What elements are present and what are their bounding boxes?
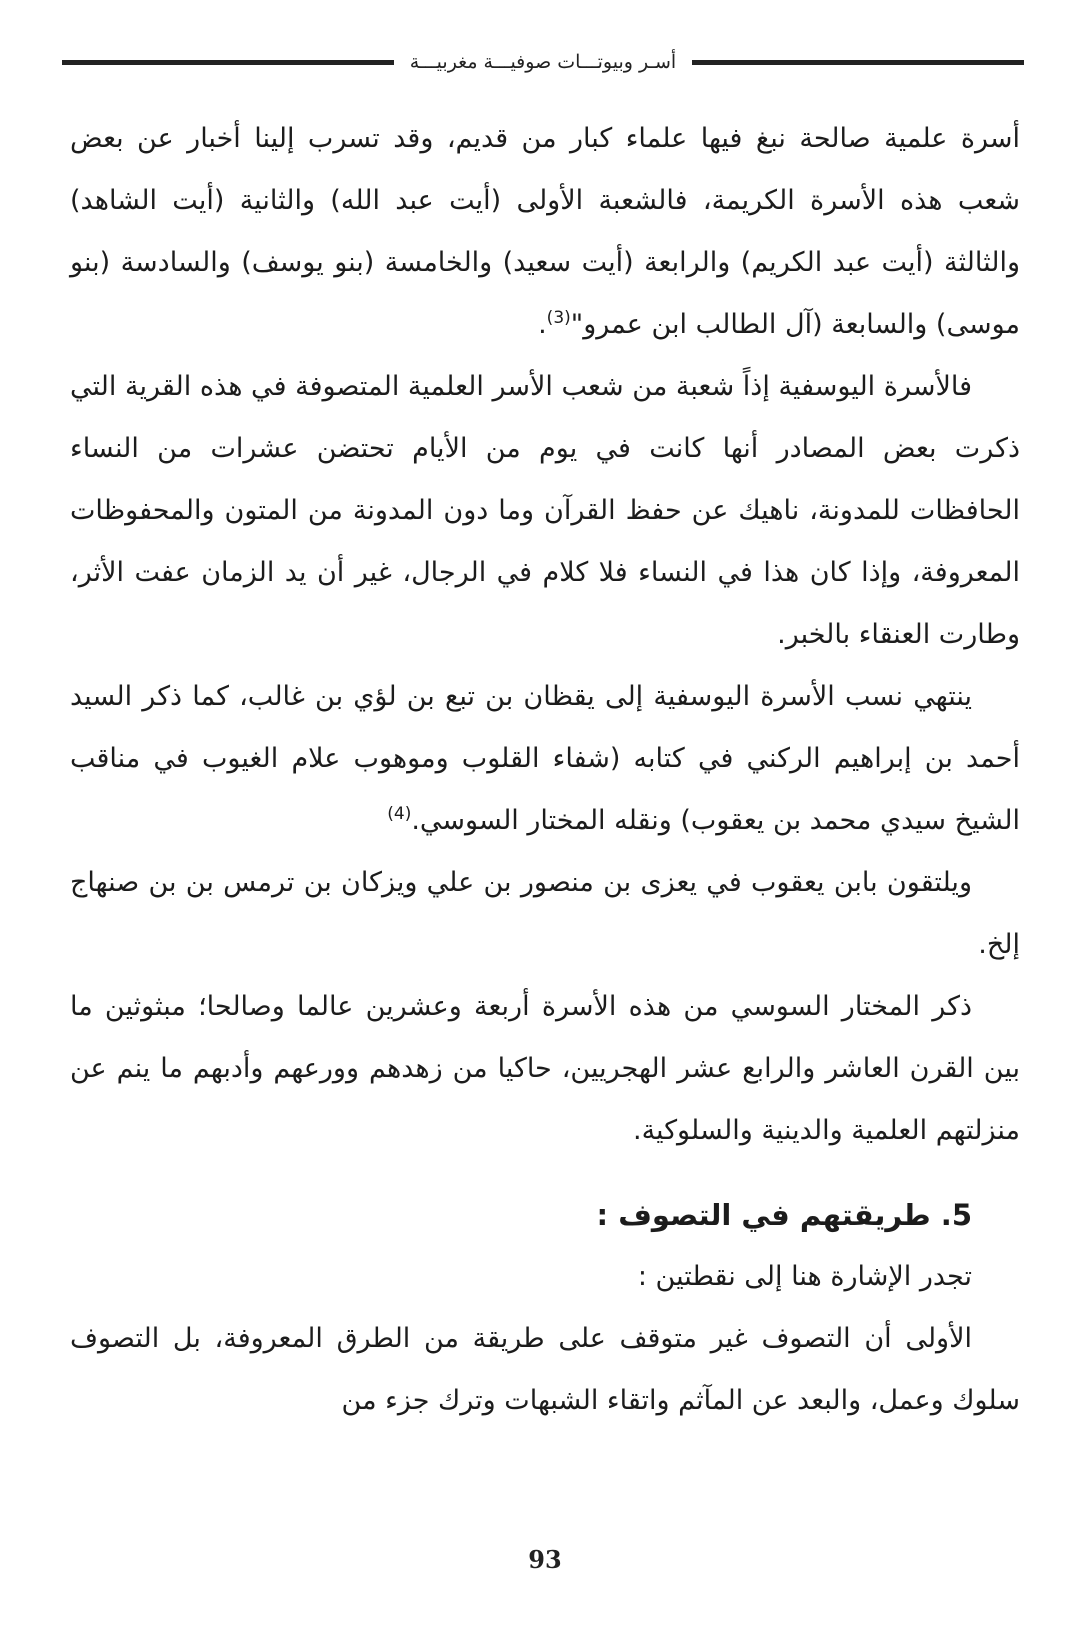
header-title: أسـر وبيوتـــات صوفيـــة مغربيـــة bbox=[409, 51, 677, 73]
paragraph-6: تجدر الإشارة هنا إلى نقطتين : bbox=[637, 1261, 972, 1292]
page-number: 93 bbox=[528, 1545, 562, 1574]
page-body bbox=[70, 108, 1020, 1432]
footnote-ref-4: (4) bbox=[387, 804, 412, 824]
paragraph-7: الأولى أن التصوف غير متوقف على طريقة من الطرق المعروفة، بل التصوف سلوك وعمل، والبعد عن المآثم واتقاء الشبهات وترك جزء من bbox=[70, 1323, 1020, 1416]
paragraph-4: ويلتقون بابن يعقوب في يعزى بن منصور بن علي ويزكان بن ترمس بن بن صنهاج إلخ. bbox=[70, 867, 1020, 960]
paragraph-3 bbox=[70, 666, 1020, 852]
paragraph-1 bbox=[70, 108, 1020, 356]
paragraph-3-text: ينتهي نسب الأسرة اليوسفية إلى يقظان بن تبع بن لؤي بن غالب، كما ذكر السيد أحمد بن إبراهيم الركني في كتابه (شفاء القلوب وموهوب علام الغيوب في مناقب الشيخ سيدي محمد بن يعقوب) ونقله المختار السوسي. bbox=[70, 681, 1020, 836]
header-rule-left bbox=[62, 60, 394, 65]
paragraph-2: فالأسرة اليوسفية إذاً شعبة من شعب الأسر العلمية المتصوفة في هذه القرية التي ذكرت بعض المصادر أنها كانت في يوم من الأيام تحتضن عشرات من النساء الحافظات للمدونة، ناهيك عن حفظ القرآن وما دون المدونة من المتون والمحفوظات المعروفة، وإذا كان هذا في النساء فلا كلام في الرجال، غير أن يد الزمان عفت الأثر، وطارت العنقاء بالخبر. bbox=[70, 371, 1020, 650]
header-rule-right bbox=[692, 60, 1024, 65]
section-heading: 5. طريقتهم في التصوف : bbox=[596, 1198, 972, 1232]
footnote-ref-3: (3) bbox=[546, 308, 571, 328]
paragraph-5: ذكر المختار السوسي من هذه الأسرة أربعة وعشرين عالما وصالحا؛ مبثوثين ما بين القرن العاشر والرابع عشر الهجريين، حاكيا من زهدهم وورعهم وأدبهم ما ينم عن منزلتهم العلمية والدينية والسلوكية. bbox=[70, 991, 1020, 1146]
paragraph-1-end: . bbox=[538, 309, 547, 340]
paragraph-1-text: أسرة علمية صالحة نبغ فيها علماء كبار من قديم، وقد تسرب إلينا أخبار عن بعض شعب هذه الأسرة الكريمة، فالشعبة الأولى (أيت عبد الله) والثانية (أيت الشاهد) والثالثة (أيت عبد الكريم) والرابعة (أيت سعيد) والخامسة (بنو يوسف) والسادسة (بنو موسى) والسابعة (آل الطالب ابن عمرو" bbox=[70, 123, 1020, 340]
running-header bbox=[62, 42, 1024, 82]
